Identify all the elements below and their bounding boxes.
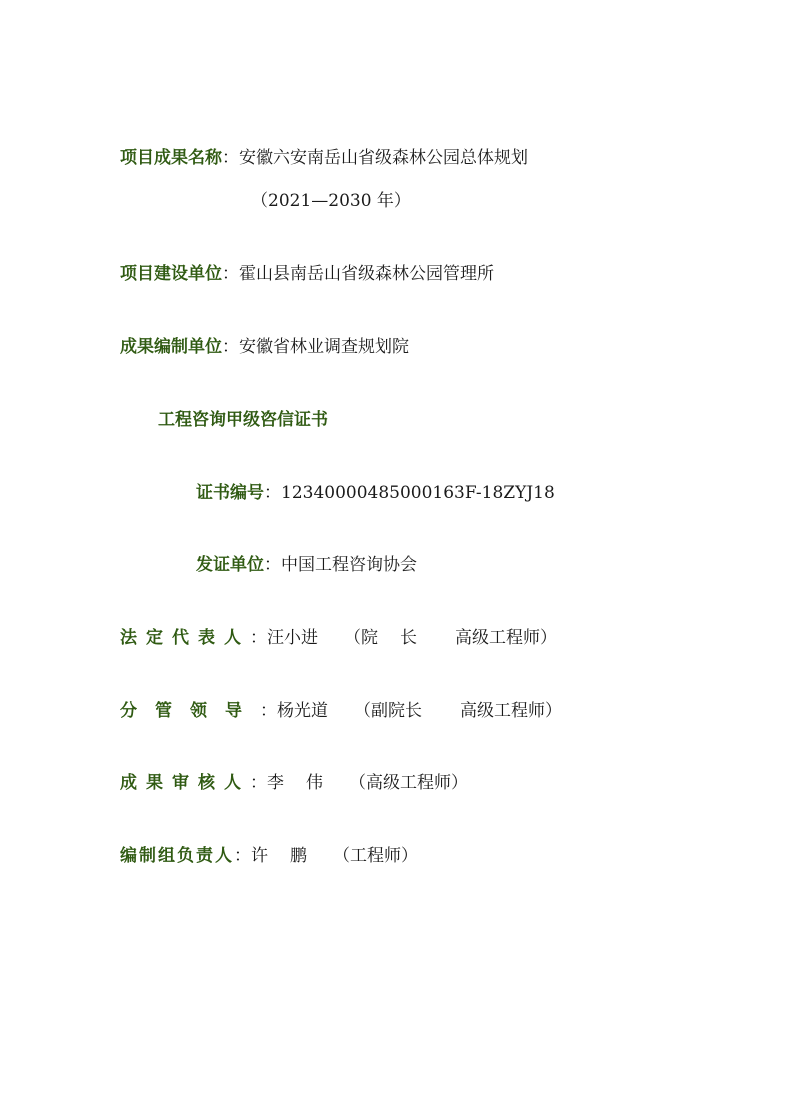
reviewer-row: [120, 771, 468, 795]
team-leader-label: 编制组负责人: [120, 846, 234, 866]
certificate-heading-row: [158, 408, 328, 432]
certificate-number-label: 证书编号: [196, 483, 264, 503]
team-leader-row: [120, 844, 418, 868]
legal-rep-row: [120, 626, 557, 650]
construction-unit-label: 项目建设单位: [120, 264, 222, 284]
certificate-issuer-label: 发证单位: [196, 555, 264, 575]
reviewer-name-second: 伟: [306, 773, 323, 793]
legal-rep-name: 汪小进: [267, 628, 318, 648]
legal-rep-label: 法定代表人: [120, 628, 250, 648]
project-name-label: 项目成果名称: [120, 148, 222, 168]
team-leader-title: （工程师）: [333, 846, 418, 866]
team-leader-name-second: 鹏: [290, 846, 307, 866]
certificate-number-sep: ：: [264, 483, 281, 503]
team-leader-name-first: 许: [251, 846, 268, 866]
leader-name: 杨光道: [277, 701, 328, 721]
leader-label: 分管领导: [120, 701, 260, 721]
project-name-sep: ：: [222, 148, 239, 168]
project-name-value: 安徽六安南岳山省级森林公园总体规划: [239, 148, 528, 168]
compiling-unit-sep: ：: [222, 337, 239, 357]
legal-rep-title-mid: 长: [400, 628, 417, 648]
legal-rep-sep: ：: [250, 628, 267, 648]
construction-unit-row: [120, 262, 494, 286]
legal-rep-title-open: （院: [344, 628, 378, 648]
reviewer-title: （高级工程师）: [349, 773, 468, 793]
certificate-issuer-value: 中国工程咨询协会: [281, 555, 417, 575]
certificate-number-row: [196, 481, 555, 505]
compiling-unit-row: [120, 335, 409, 359]
certificate-number-value: 12340000485000163F-18ZYJ18: [281, 483, 555, 503]
reviewer-sep: ：: [250, 773, 267, 793]
leader-title-open: （副院长: [354, 701, 422, 721]
project-name-row: [120, 146, 528, 170]
leader-sep: ：: [260, 701, 277, 721]
project-name-period: （2021—2030 年）: [251, 191, 411, 211]
reviewer-label: 成果审核人: [120, 773, 250, 793]
compiling-unit-value: 安徽省林业调查规划院: [239, 337, 409, 357]
leader-title-rank: 高级工程师）: [460, 701, 562, 721]
construction-unit-value: 霍山县南岳山省级森林公园管理所: [239, 264, 494, 284]
project-name-period-row: [251, 189, 411, 213]
reviewer-name-first: 李: [267, 773, 284, 793]
leader-row: [120, 699, 562, 723]
certificate-issuer-row: [196, 553, 417, 577]
construction-unit-sep: ：: [222, 264, 239, 284]
certificate-heading: 工程咨询甲级咨信证书: [158, 410, 328, 430]
team-leader-sep: ：: [234, 846, 251, 866]
certificate-issuer-sep: ：: [264, 555, 281, 575]
legal-rep-title-rank: 高级工程师）: [455, 628, 557, 648]
compiling-unit-label: 成果编制单位: [120, 337, 222, 357]
